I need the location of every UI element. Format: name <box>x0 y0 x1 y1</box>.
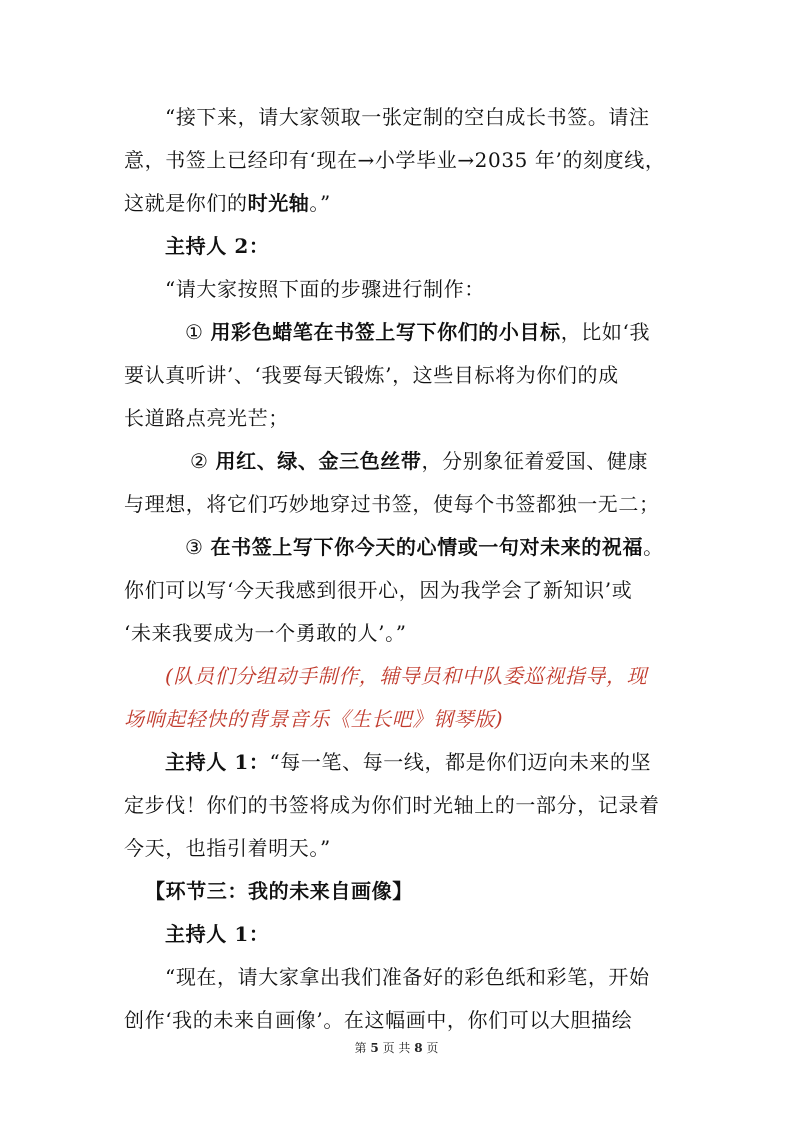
step1-instruction: 用彩色蜡笔在书签上写下你们的小目标 <box>210 320 561 344</box>
section-heading: 【环节三：我的未来自画像】 <box>145 879 413 903</box>
host1-speech-line-1: 主持人 1：“每一笔、每一线，都是你们迈向未来的坚 <box>165 750 652 774</box>
p1-line-1: “接下来，请大家领取一张定制的空白成长书签。请注 <box>165 105 650 129</box>
p1-line-3: 这就是你们的时光轴。” <box>124 191 331 215</box>
step2-number: ② <box>190 449 209 473</box>
step2-instruction: 用红、绿、金三色丝带 <box>215 449 422 473</box>
step1-line-1: ① 用彩色蜡笔在书签上写下你们的小目标，比如‘我 <box>185 320 651 344</box>
step3-line-3: ‘未来我要成为一个勇敢的人’。” <box>124 621 407 645</box>
stage-direction-line-1: (队员们分组动手制作，辅导员和中队委巡视指导，现 <box>165 664 648 688</box>
page-footer: 第 5 页 共 8 页 <box>354 1041 439 1055</box>
current-page-number: 5 <box>370 1041 379 1055</box>
last-para-line-1: “现在，请大家拿出我们准备好的彩色纸和彩笔，开始 <box>165 965 650 989</box>
step3-number: ③ <box>185 535 204 559</box>
host2-label: 主持人 2： <box>165 234 270 258</box>
step1-line-3: 长道路点亮光芒； <box>124 406 289 430</box>
timeline-term: 时光轴 <box>247 191 310 215</box>
last-para-line-2: 创作‘我的未来自画像’。在这幅画中，你们可以大胆描绘 <box>124 1008 633 1032</box>
stage-direction-line-2: 场响起轻快的背景音乐《生长吧》钢琴版) <box>124 707 504 731</box>
step1-number: ① <box>185 320 204 344</box>
p1-line-2: 意，书签上已经印有‘现在→小学毕业→2035 年’的刻度线， <box>124 148 666 172</box>
host1-label-section3: 主持人 1： <box>165 922 270 946</box>
total-pages-number: 8 <box>414 1041 423 1055</box>
step3-line-2: 你们可以写‘今天我感到很开心，因为我学会了新知识’或 <box>124 578 633 602</box>
step3-instruction: 在书签上写下你今天的心情或一句对未来的祝福 <box>210 535 644 559</box>
host1-label: 主持人 1： <box>165 750 270 774</box>
p2-line-1: “请大家按照下面的步骤进行制作： <box>165 277 485 301</box>
host1-speech-line-2: 定步伐！你们的书签将成为你们时光轴上的一部分，记录着 <box>124 793 660 817</box>
step1-line-2: 要认真听讲’、‘我要每天锻炼’，这些目标将为你们的成 <box>124 363 619 387</box>
step2-line-1: ② 用红、绿、金三色丝带，分别象征着爱国、健康 <box>190 449 649 473</box>
host1-speech-line-3: 今天，也指引着明天。” <box>124 836 331 860</box>
step3-line-1: ③ 在书签上写下你今天的心情或一句对未来的祝福。 <box>185 535 664 559</box>
step2-line-2: 与理想，将它们巧妙地穿过书签，使每个书签都独一无二； <box>124 492 660 516</box>
